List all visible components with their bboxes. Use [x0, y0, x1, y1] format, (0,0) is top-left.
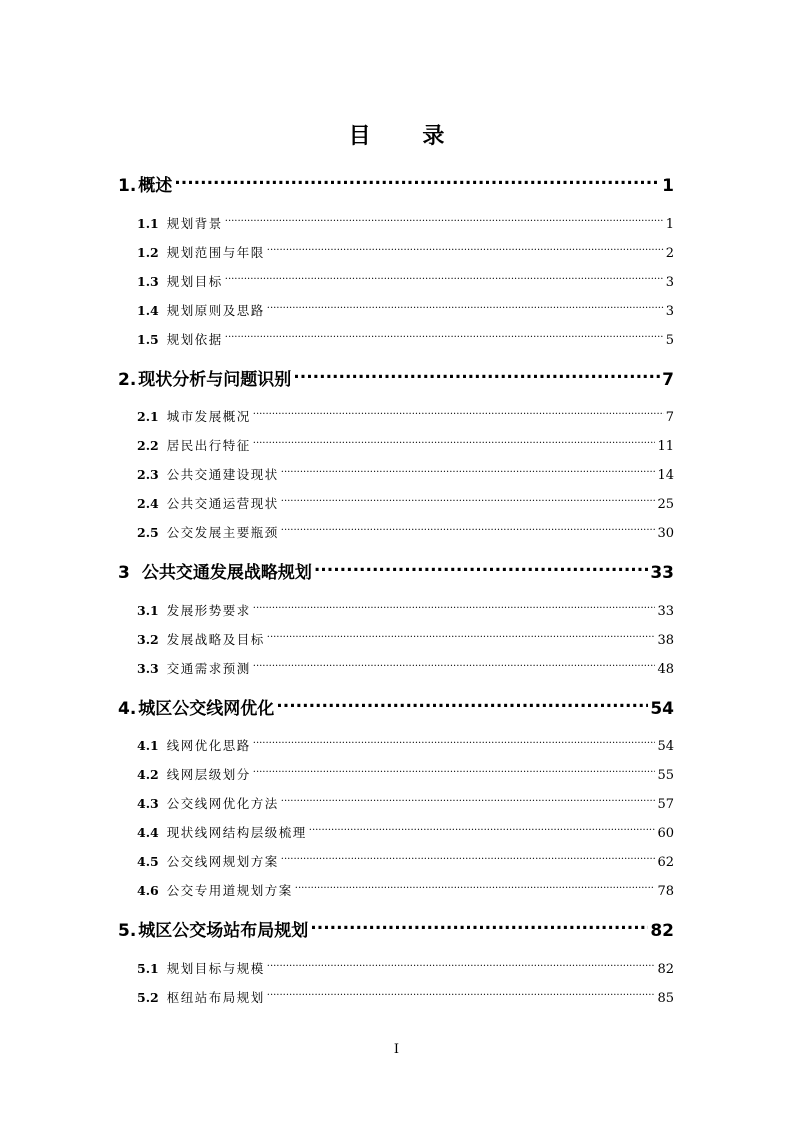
toc-section-number: 1.5 — [137, 332, 159, 347]
toc-dot-leader — [225, 332, 664, 345]
toc-dot-leader — [267, 990, 656, 1003]
page-footer-number: I — [393, 1042, 400, 1057]
toc-section-3-2[interactable] — [137, 631, 674, 649]
toc-page-number: 62 — [657, 855, 674, 870]
toc-dot-leader — [295, 883, 656, 896]
toc-section-number: 2.3 — [137, 467, 159, 482]
toc-dot-leader — [225, 216, 664, 229]
toc-section-number: 3.1 — [137, 603, 159, 618]
toc-dot-leader — [253, 409, 664, 422]
toc-section-title: 发展形势要求 — [166, 603, 251, 618]
toc-dot-leader — [267, 632, 656, 645]
toc-section-1-5[interactable] — [137, 331, 674, 349]
toc-page-number: 7 — [662, 370, 674, 390]
toc-page-number: 30 — [657, 526, 674, 541]
toc-dot-leader — [276, 697, 648, 714]
toc-section-title: 城市发展概况 — [166, 409, 251, 424]
toc-chapter-2[interactable] — [118, 368, 674, 392]
toc-section-number: 3.2 — [137, 632, 159, 647]
toc-section-title: 规划原则及思路 — [166, 303, 265, 318]
toc-dot-leader — [225, 274, 664, 287]
toc-page-number: 11 — [657, 439, 674, 454]
toc-section-title: 居民出行特征 — [166, 438, 251, 453]
toc-dot-leader — [267, 245, 664, 258]
toc-section-4-2[interactable] — [137, 766, 674, 784]
toc-chapter-title: 城区公交线网优化 — [138, 699, 275, 719]
toc-chapter-4[interactable] — [118, 697, 674, 721]
toc-dot-leader — [281, 496, 656, 509]
toc-section-number: 2.4 — [137, 496, 159, 511]
toc-section-title: 公共交通建设现状 — [166, 467, 279, 482]
toc-section-number: 4.6 — [137, 883, 159, 898]
toc-chapter-number: 1. — [118, 176, 137, 196]
toc-section-5-2[interactable] — [137, 989, 674, 1007]
toc-chapter-number: 3 — [118, 563, 130, 583]
toc-section-2-3[interactable] — [137, 466, 674, 484]
toc-section-2-2[interactable] — [137, 437, 674, 455]
toc-section-number: 2.1 — [137, 409, 159, 424]
toc-page-number: 3 — [665, 275, 674, 290]
toc-dot-leader — [281, 854, 656, 867]
toc-page-number: 78 — [657, 884, 674, 899]
toc-chapter-number: 5. — [118, 921, 137, 941]
toc-dot-leader — [314, 561, 648, 578]
toc-section-4-4[interactable] — [137, 824, 674, 842]
toc-page-number: 85 — [657, 991, 674, 1006]
toc-section-number: 1.4 — [137, 303, 159, 318]
toc-page-number: 38 — [657, 633, 674, 648]
toc-section-number: 1.3 — [137, 274, 159, 289]
toc-section-3-1[interactable] — [137, 602, 674, 620]
toc-page-number: 7 — [665, 410, 674, 425]
toc-page-number: 54 — [650, 699, 674, 719]
toc-section-2-1[interactable] — [137, 408, 674, 426]
toc-section-title: 规划目标 — [166, 274, 223, 289]
toc-dot-leader — [281, 525, 656, 538]
toc-chapter-title: 城区公交场站布局规划 — [138, 921, 309, 941]
toc-chapter-3[interactable] — [118, 561, 674, 585]
toc-section-title: 规划范围与年限 — [166, 245, 265, 260]
toc-section-4-1[interactable] — [137, 737, 674, 755]
toc-section-2-5[interactable] — [137, 524, 674, 542]
toc-section-number: 4.2 — [137, 767, 159, 782]
toc-dot-leader — [174, 174, 660, 191]
toc-section-number: 1.1 — [137, 216, 159, 231]
toc-page-number: 48 — [657, 662, 674, 677]
toc-dot-leader — [310, 919, 648, 936]
toc-section-number: 4.4 — [137, 825, 159, 840]
toc-section-title: 现状线网结构层级梳理 — [166, 825, 307, 840]
toc-page-number: 3 — [665, 304, 674, 319]
toc-dot-leader — [253, 603, 656, 616]
toc-section-number: 4.1 — [137, 738, 159, 753]
toc-dot-leader — [267, 961, 656, 974]
toc-dot-leader — [253, 661, 656, 674]
toc-page-number: 33 — [650, 563, 674, 583]
toc-chapter-1[interactable] — [118, 174, 674, 198]
toc-section-number: 1.2 — [137, 245, 159, 260]
toc-dot-leader — [281, 467, 656, 480]
toc-page-number: 33 — [657, 604, 674, 619]
toc-section-number: 3.3 — [137, 661, 159, 676]
toc-section-4-3[interactable] — [137, 795, 674, 813]
toc-section-1-4[interactable] — [137, 302, 674, 320]
toc-page-number: 57 — [657, 797, 674, 812]
toc-section-1-3[interactable] — [137, 273, 674, 291]
toc-dot-leader — [253, 738, 656, 751]
toc-section-number: 4.5 — [137, 854, 159, 869]
toc-page-number: 14 — [657, 468, 674, 483]
toc-page-number: 2 — [665, 246, 674, 261]
toc-page-number: 1 — [662, 176, 674, 196]
toc-page-number: 60 — [657, 826, 674, 841]
toc-dot-leader — [293, 368, 660, 385]
toc-section-title: 规划目标与规模 — [166, 961, 265, 976]
toc-section-title: 线网层级划分 — [166, 767, 251, 782]
toc-chapter-number: 4. — [118, 699, 137, 719]
toc-section-title: 规划背景 — [166, 216, 223, 231]
toc-chapter-title: 概述 — [138, 176, 173, 196]
toc-section-title: 公共交通运营现状 — [166, 496, 279, 511]
toc-chapter-title: 公共交通发展战略规划 — [141, 563, 312, 583]
toc-section-title: 公交线网优化方法 — [166, 796, 279, 811]
toc-dot-leader — [253, 767, 656, 780]
toc-section-2-4[interactable] — [137, 495, 674, 513]
toc-page-number: 1 — [665, 217, 674, 232]
toc-section-title: 公交线网规划方案 — [166, 854, 279, 869]
toc-page-number: 5 — [665, 333, 674, 348]
toc-section-5-1[interactable] — [137, 960, 674, 978]
toc-dot-leader — [253, 438, 656, 451]
toc-page-number: 54 — [657, 739, 674, 754]
toc-chapter-title: 现状分析与问题识别 — [138, 370, 292, 390]
toc-section-title: 规划依据 — [166, 332, 223, 347]
toc-page-number: 82 — [657, 962, 674, 977]
toc-chapter-number: 2. — [118, 370, 137, 390]
toc-section-4-6[interactable] — [137, 882, 674, 900]
toc-section-number: 2.5 — [137, 525, 159, 540]
toc-chapter-5[interactable] — [118, 919, 674, 943]
toc-dot-leader — [267, 303, 664, 316]
toc-section-title: 枢纽站布局规划 — [166, 990, 265, 1005]
toc-section-number: 2.2 — [137, 438, 159, 453]
toc-section-title: 公交发展主要瓶颈 — [166, 525, 279, 540]
toc-page-number: 25 — [657, 497, 674, 512]
toc-section-title: 线网优化思路 — [166, 738, 251, 753]
toc-section-title: 公交专用道规划方案 — [166, 883, 293, 898]
toc-section-1-2[interactable] — [137, 244, 674, 262]
toc-section-title: 发展战略及目标 — [166, 632, 265, 647]
toc-page-number: 55 — [657, 768, 674, 783]
toc-section-number: 5.1 — [137, 961, 159, 976]
toc-section-number: 4.3 — [137, 796, 159, 811]
toc-dot-leader — [281, 796, 656, 809]
page-title: 目 录 — [348, 124, 467, 149]
toc-section-1-1[interactable] — [137, 215, 674, 233]
toc-section-4-5[interactable] — [137, 853, 674, 871]
toc-page-number: 82 — [650, 921, 674, 941]
toc-section-number: 5.2 — [137, 990, 159, 1005]
toc-dot-leader — [309, 825, 656, 838]
toc-section-title: 交通需求预测 — [166, 661, 251, 676]
toc-section-3-3[interactable] — [137, 660, 674, 678]
